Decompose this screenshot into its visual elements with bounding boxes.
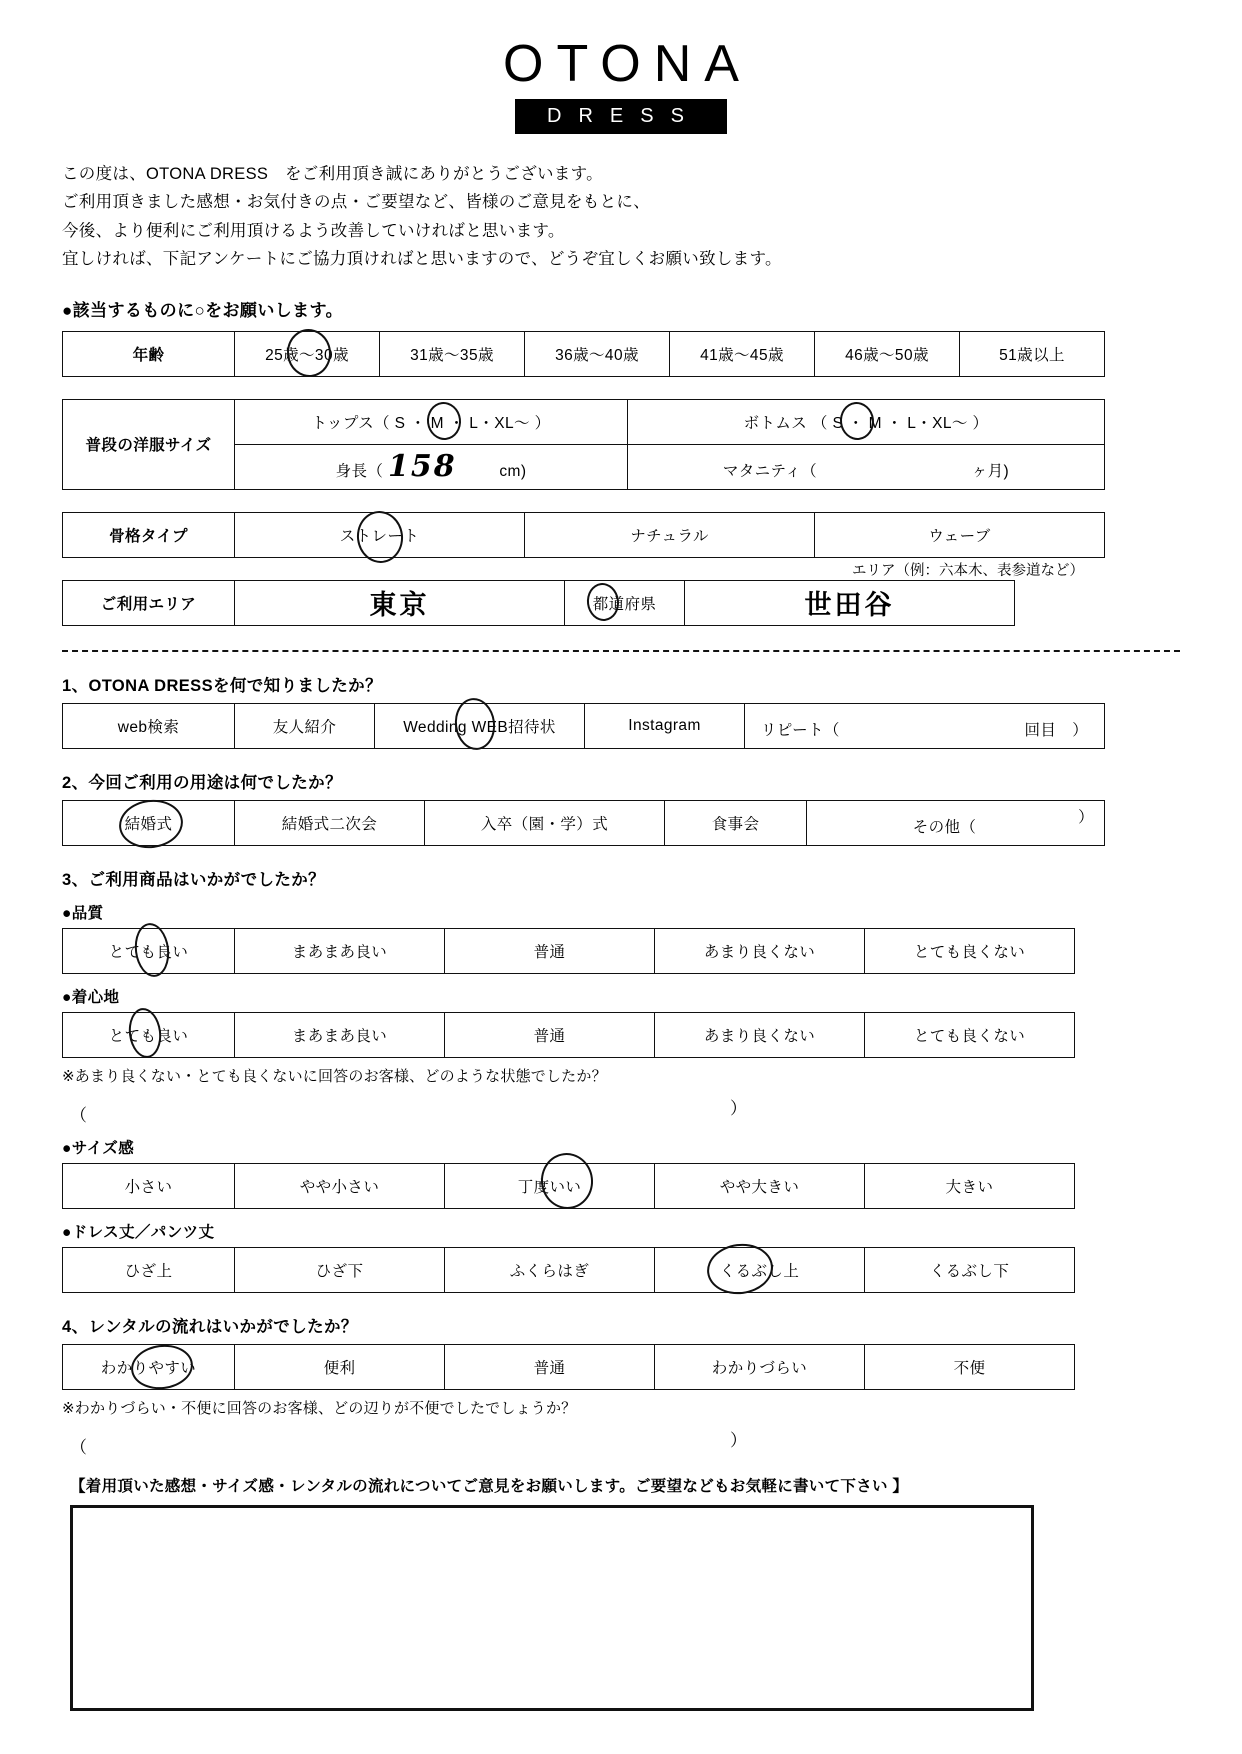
q2-table xyxy=(62,800,1105,846)
q4-answer-field[interactable] xyxy=(70,1426,1242,1457)
table-row xyxy=(63,331,1105,376)
tops-size-cell[interactable] xyxy=(235,399,628,444)
q2-option-3[interactable]: 食事会 xyxy=(665,800,807,845)
q3-length-option-2[interactable]: ふくらはぎ xyxy=(445,1247,655,1292)
q3-quality-table xyxy=(62,928,1075,974)
q1-option-2[interactable] xyxy=(375,703,585,748)
q3-fit-table xyxy=(62,1163,1075,1209)
q3-heading: 3、ご利用商品はいかがでしたか？ xyxy=(62,870,326,889)
height-prefix: 身長（ xyxy=(335,463,384,480)
frame-type-table xyxy=(62,512,1105,558)
height-handwritten-value: 158 xyxy=(388,449,457,484)
q3-fit-label: ●サイズ感 xyxy=(62,1139,135,1157)
q2-option-0[interactable] xyxy=(63,800,235,845)
q1-option-2-label: Wedding WEB招待状 xyxy=(403,718,556,736)
height-unit: cm) xyxy=(499,463,527,480)
q4-answer-open: （ xyxy=(70,1437,87,1457)
q3-comfort-label: ●着心地 xyxy=(62,988,120,1006)
age-option-4[interactable]: 46歳〜50歳 xyxy=(815,331,960,376)
maternity-cell[interactable] xyxy=(628,444,1105,489)
prefecture-cell[interactable] xyxy=(235,580,565,625)
q3-fit-option-3[interactable]: やや大きい xyxy=(655,1163,865,1208)
area-hint: エリア（例：六本木、表参道など） xyxy=(852,563,1084,579)
q3-comfort-option-2[interactable]: 普通 xyxy=(445,1012,655,1057)
q3-length-option-0[interactable]: ひざ上 xyxy=(63,1247,235,1292)
q3-fit-option-4[interactable]: 大きい xyxy=(865,1163,1075,1208)
q3-fit-option-0[interactable]: 小さい xyxy=(63,1163,235,1208)
logo-subbar: DRESS xyxy=(515,99,727,134)
q3-quality-label: ●品質 xyxy=(62,904,104,922)
intro-line-4: 宜しければ、下記アンケートにご協力頂ければと思いますので、どうぞ宜しくお願い致します。 xyxy=(62,250,782,269)
frame-type-option-1[interactable]: ナチュラル xyxy=(525,512,815,557)
age-label: 年齢 xyxy=(63,331,235,376)
q1-option-1[interactable]: 友人紹介 xyxy=(235,703,375,748)
table-row xyxy=(63,928,1075,973)
q3-quality-option-4[interactable]: とても良くない xyxy=(865,928,1075,973)
q3-length-option-3-label: くるぶし上 xyxy=(719,1262,800,1280)
table-row xyxy=(63,399,1105,444)
q3-comfort-answer-field[interactable] xyxy=(70,1094,1242,1125)
intro-paragraph xyxy=(62,160,1242,274)
q3-quality-option-0[interactable] xyxy=(63,928,235,973)
free-comment-title: 【着用頂いた感想・サイズ感・レンタルの流れについてご意見をお願いします。ご要望などもお気軽に書いて下さい 】 xyxy=(70,1477,909,1495)
q1-option-3[interactable]: Instagram xyxy=(585,703,745,748)
section-divider xyxy=(62,650,1180,652)
q3-length-option-3[interactable] xyxy=(655,1247,865,1292)
frame-type-label: 骨格タイプ xyxy=(63,512,235,557)
q2-other-label: その他（ xyxy=(912,819,977,836)
intro-line-3: 今後、より便利にご利用頂けるよう改善していければと思います。 xyxy=(62,221,565,240)
q4-heading: 4、レンタルの流れはいかがでしたか？ xyxy=(62,1317,358,1336)
prefecture-suffix-label: 都道府県 xyxy=(592,595,657,613)
clothing-size-label: 普段の洋服サイズ xyxy=(63,399,235,489)
frame-type-option-2[interactable]: ウェーブ xyxy=(815,512,1105,557)
q4-option-4[interactable]: 不便 xyxy=(865,1344,1075,1389)
q3-quality-option-3[interactable]: あまり良くない xyxy=(655,928,865,973)
q3-comfort-option-3[interactable]: あまり良くない xyxy=(655,1012,865,1057)
q2-heading: 2、今回ご利用の用途は何でしたか？ xyxy=(62,773,342,792)
frame-type-option-0[interactable] xyxy=(235,512,525,557)
age-option-3[interactable]: 41歳〜45歳 xyxy=(670,331,815,376)
q4-answer-close: ） xyxy=(730,1430,747,1450)
prefecture-suffix-cell[interactable] xyxy=(565,580,685,625)
q3-length-option-1[interactable]: ひざ下 xyxy=(235,1247,445,1292)
q3-length-option-4[interactable]: くるぶし下 xyxy=(865,1247,1075,1292)
intro-line-2: ご利用頂きました感想・お気付きの点・ご要望など、皆様のご意見をもとに、 xyxy=(62,193,650,212)
table-row xyxy=(63,1163,1075,1208)
q2-option-1[interactable]: 結婚式二次会 xyxy=(235,800,425,845)
age-option-0-label: 25歳〜30歳 xyxy=(265,346,349,364)
q3-fit-option-2-label: 丁度いい xyxy=(517,1178,582,1196)
q4-option-2[interactable]: 普通 xyxy=(445,1344,655,1389)
q3-length-table xyxy=(62,1247,1075,1293)
q3-quality-option-0-label: とても良い xyxy=(108,943,189,961)
instruction-line: ●該当するものに○をお願いします。 xyxy=(62,300,343,320)
bottoms-size-label: ボトムス （ S ・ M ・ L・XL〜 ） xyxy=(743,414,989,432)
clothing-size-table xyxy=(62,399,1105,490)
q3-comfort-answer-close: ） xyxy=(730,1098,747,1118)
table-row xyxy=(63,1344,1075,1389)
q4-option-3[interactable]: わかりづらい xyxy=(655,1344,865,1389)
q3-comfort-option-0[interactable] xyxy=(63,1012,235,1057)
q4-option-1[interactable]: 便利 xyxy=(235,1344,445,1389)
age-option-1[interactable]: 31歳〜35歳 xyxy=(380,331,525,376)
age-option-0[interactable] xyxy=(235,331,380,376)
q2-option-2[interactable]: 入卒（園・学）式 xyxy=(425,800,665,845)
logo-wordmark: OTONA xyxy=(503,35,752,93)
q1-repeat-count-label: 回目 ） xyxy=(1024,722,1089,739)
q1-table xyxy=(62,703,1105,749)
q3-comfort-answer-open: （ xyxy=(70,1105,87,1125)
q1-option-0[interactable]: web検索 xyxy=(63,703,235,748)
maternity-prefix: マタニティ（ xyxy=(722,463,818,480)
q4-table xyxy=(62,1344,1075,1390)
q3-quality-option-1[interactable]: まあまあ良い xyxy=(235,928,445,973)
area-label: ご利用エリア xyxy=(63,580,235,625)
intro-line-1: この度は、OTONA DRESS をご利用頂き誠にありがとうございます。 xyxy=(62,165,603,183)
frame-type-option-0-label: ストレート xyxy=(339,527,420,545)
q3-fit-option-2[interactable] xyxy=(445,1163,655,1208)
table-row xyxy=(63,800,1105,845)
maternity-unit: ヶ月) xyxy=(971,463,1010,480)
height-cell[interactable] xyxy=(235,444,628,489)
prefecture-handwritten-value: 東京 xyxy=(369,590,430,621)
q4-option-0-label: わかりやすい xyxy=(100,1359,197,1377)
area-table xyxy=(62,580,1015,626)
q3-length-label: ●ドレス丈／パンツ丈 xyxy=(62,1223,215,1241)
q2-other-cell[interactable] xyxy=(807,800,1105,845)
age-option-2[interactable]: 36歳〜40歳 xyxy=(525,331,670,376)
table-row xyxy=(63,703,1105,748)
q3-comfort-option-4[interactable]: とても良くない xyxy=(865,1012,1075,1057)
q4-option-0[interactable] xyxy=(63,1344,235,1389)
q1-heading: 1、OTONA DRESSを何で知りましたか？ xyxy=(62,676,382,695)
age-table xyxy=(62,331,1105,377)
table-row xyxy=(63,1012,1075,1057)
q3-comfort-option-0-label: とても良い xyxy=(108,1027,189,1045)
q3-quality-option-2[interactable]: 普通 xyxy=(445,928,655,973)
tops-size-label: トップス（ S ・ M ・ L・XL〜 ） xyxy=(311,414,551,432)
table-row xyxy=(63,512,1105,557)
q3-comfort-option-1[interactable]: まあまあ良い xyxy=(235,1012,445,1057)
free-comment-value xyxy=(73,1508,1031,1528)
q3-comfort-table xyxy=(62,1012,1075,1058)
brand-logo xyxy=(0,0,1242,134)
q3-comfort-note: ※あまり良くない・とても良くないに回答のお客様、どのような状態でしたか？ xyxy=(62,1067,607,1085)
age-option-5[interactable]: 51歳以上 xyxy=(960,331,1105,376)
q4-note: ※わかりづらい・不便に回答のお客様、どの辺りが不便でしたでしょうか？ xyxy=(62,1399,577,1417)
table-row xyxy=(63,1247,1075,1292)
q2-option-0-label: 結婚式 xyxy=(124,815,173,833)
bottoms-size-cell[interactable] xyxy=(628,399,1105,444)
area-value-cell[interactable] xyxy=(685,580,1015,625)
q3-fit-option-1[interactable]: やや小さい xyxy=(235,1163,445,1208)
table-row xyxy=(63,580,1015,625)
area-handwritten-value: 世田谷 xyxy=(804,590,895,621)
q1-repeat-label: リピート（ xyxy=(760,722,840,739)
free-comment-box[interactable] xyxy=(70,1505,1034,1711)
q1-repeat-cell[interactable] xyxy=(745,703,1105,748)
q2-other-close: ） xyxy=(1078,809,1094,826)
